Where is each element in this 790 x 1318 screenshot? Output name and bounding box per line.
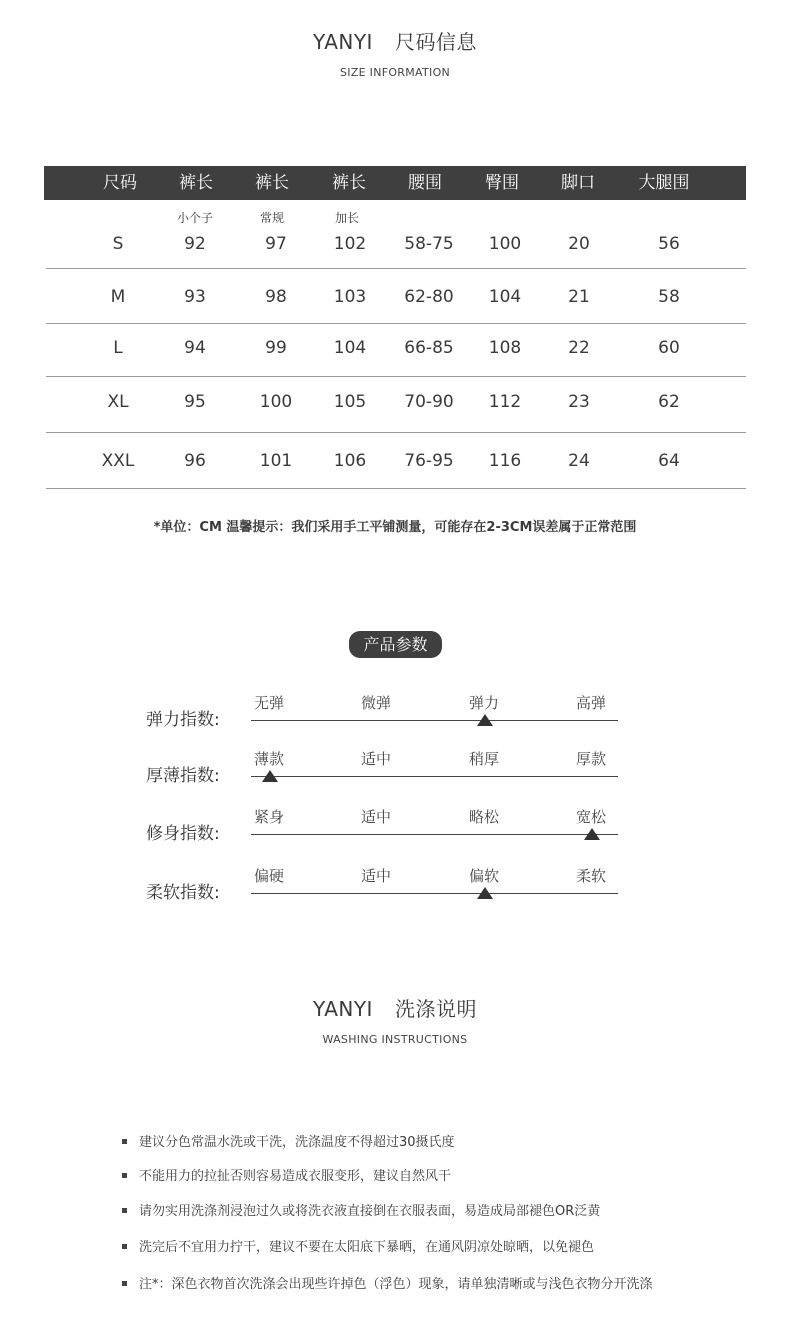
measure-cell: 60 [658,338,680,358]
size-section-subtitle: SIZE INFORMATION [339,66,451,79]
size-brand: YANYI [313,30,373,54]
size-cell: XL [107,392,129,412]
param-option: 薄款 [254,750,285,768]
wash-list-item [122,1131,455,1150]
wash-title: 洗涤说明 [394,997,477,1021]
subheader-regular: 常规 [259,211,285,225]
measure-cell: 100 [259,392,293,412]
measure-cell: 97 [265,234,287,254]
wash-list-item [122,1236,594,1255]
measure-cell: 100 [488,234,522,254]
measure-cell: 58 [658,287,680,307]
measure-cell: 22 [568,338,590,358]
param-option: 厚款 [576,750,607,768]
measure-cell: 56 [658,234,680,254]
param-option: 稍厚 [469,750,500,768]
header-size: 尺码 [103,173,137,193]
measure-cell: 104 [488,287,522,307]
wash-section-subtitle: WASHING INSTRUCTIONS [322,1033,468,1046]
measure-cell: 62 [658,392,680,412]
measure-cell: 94 [184,338,206,358]
param-option: 宽松 [576,808,607,826]
param-scale-line [251,893,618,894]
measure-cell: 104 [333,338,367,358]
param-option: 偏软 [469,867,500,885]
bullet-icon [122,1139,127,1144]
param-option: 微弹 [361,694,392,712]
header-waist: 腰围 [408,173,442,193]
measure-cell: 102 [333,234,367,254]
wash-section-title [0,993,790,1022]
param-index-label: 弹力指数: [146,710,220,730]
param-scale-line [251,720,618,721]
measure-cell: 101 [259,451,293,471]
param-option: 紧身 [254,808,285,826]
measure-cell: 96 [184,451,206,471]
measure-cell: 62-80 [404,287,454,307]
param-scale-line [251,834,618,835]
measure-cell: 70-90 [404,392,454,412]
param-index-label: 修身指数: [146,824,220,844]
size-title: 尺码信息 [394,30,477,54]
subheader-petite: 小个子 [176,211,214,225]
header-length-petite: 裤长 [179,173,213,193]
header-thigh: 大腿围 [638,173,690,193]
measure-cell: 105 [333,392,367,412]
size-section-title [0,26,790,55]
param-option: 适中 [361,808,392,826]
wash-item-text: 不能用力的拉扯否则容易造成衣服变形，建议自然风干 [139,1169,452,1184]
param-option: 柔软 [576,867,607,885]
param-option: 适中 [361,750,392,768]
size-cell: M [110,287,126,307]
row-divider [46,268,746,269]
measure-cell: 99 [265,338,287,358]
measure-cell: 64 [658,451,680,471]
param-option: 无弹 [254,694,285,712]
header-length-long: 裤长 [332,173,366,193]
wash-item-text: 洗完后不宜用力拧干，建议不要在太阳底下暴晒，在通风阴凉处晾晒，以免褪色 [139,1240,595,1255]
measure-cell: 24 [568,451,590,471]
param-option: 偏硬 [254,867,285,885]
bullet-icon [122,1173,127,1178]
size-cell: XXL [101,451,135,471]
measure-cell: 92 [184,234,206,254]
triangle-marker-icon [584,828,600,840]
row-divider [46,376,746,377]
size-cell: S [112,234,124,254]
measure-cell: 20 [568,234,590,254]
measure-cell: 58-75 [404,234,454,254]
measure-cell: 103 [333,287,367,307]
param-index-label: 厚薄指数: [146,766,220,786]
measure-cell: 93 [184,287,206,307]
size-table-header [44,166,746,200]
row-divider [46,323,746,324]
measure-cell: 108 [488,338,522,358]
param-option: 弹力 [469,694,500,712]
row-divider [46,488,746,489]
measure-cell: 116 [488,451,522,471]
param-scale-line [251,776,618,777]
measure-cell: 23 [568,392,590,412]
row-divider [46,432,746,433]
wash-item-text: 注*：深色衣物首次洗涤会出现些许掉色（浮色）现象，请单独清晰或与浅色衣物分开洗涤 [139,1277,653,1292]
size-note: *单位：CM 温馨提示：我们采用手工平铺测量，可能存在2-3CM误差属于正常范围 [153,520,637,535]
triangle-marker-icon [477,714,493,726]
wash-list-item [122,1273,653,1292]
param-index-label: 柔软指数: [146,883,220,903]
wash-list-item [122,1200,600,1219]
wash-item-text: 建议分色常温水洗或干洗，洗涤温度不得超过30摄氏度 [139,1135,455,1150]
subheader-long: 加长 [334,211,360,225]
param-option: 适中 [361,867,392,885]
param-option: 略松 [469,808,500,826]
bullet-icon [122,1208,127,1213]
measure-cell: 76-95 [404,451,454,471]
params-title: 产品参数 [349,631,442,658]
wash-item-text: 请勿实用洗涤剂浸泡过久或将洗衣液直接倒在衣服表面，易造成局部褪色OR泛黄 [139,1204,601,1219]
param-option: 高弹 [576,694,607,712]
bullet-icon [122,1244,127,1249]
header-hem: 脚口 [561,173,595,193]
measure-cell: 95 [184,392,206,412]
measure-cell: 98 [265,287,287,307]
bullet-icon [122,1281,127,1286]
triangle-marker-icon [477,887,493,899]
wash-brand: YANYI [313,997,373,1021]
size-cell: L [113,338,123,358]
measure-cell: 106 [333,451,367,471]
wash-list-item [122,1165,451,1184]
header-length-regular: 裤长 [255,173,289,193]
measure-cell: 112 [488,392,522,412]
measure-cell: 21 [568,287,590,307]
header-hip: 臀围 [485,173,519,193]
triangle-marker-icon [262,770,278,782]
measure-cell: 66-85 [404,338,454,358]
